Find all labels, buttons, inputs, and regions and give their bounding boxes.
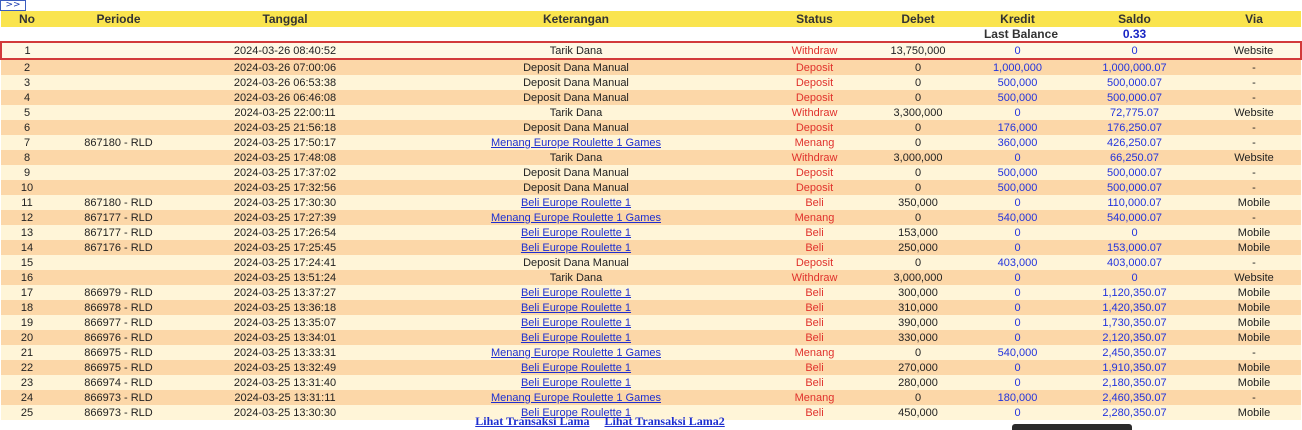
cell-tanggal: 2024-03-26 08:40:52 [184,42,386,59]
cell-via: Mobile [1207,360,1301,375]
table-row [1,165,1301,180]
cell-saldo: 0 [1062,42,1207,59]
cell-status: Withdraw [766,270,863,285]
cell-status: Deposit [766,75,863,90]
cell-tanggal: 2024-03-26 06:53:38 [184,75,386,90]
table-row [1,135,1301,150]
cell-via: - [1207,120,1301,135]
cell-keterangan [386,345,766,360]
cell-tanggal: 2024-03-25 13:30:30 [184,405,386,420]
cell-kredit: 403,000 [973,255,1062,270]
cell-saldo: 500,000.07 [1062,90,1207,105]
cell-saldo: 1,000,000.07 [1062,59,1207,75]
table-row [1,59,1301,75]
cell-keterangan: Deposit Dana Manual [386,120,766,135]
description-link[interactable]: Menang Europe Roulette 1 Games [491,346,661,359]
cell-no: 22 [1,360,53,375]
cell-debet: 0 [863,75,973,90]
cell-status: Withdraw [766,42,863,59]
cell-debet: 300,000 [863,285,973,300]
cell-status: Withdraw [766,105,863,120]
col-via: Via [1207,11,1301,27]
cell-saldo: 0 [1062,225,1207,240]
cell-keterangan: Tarik Dana [386,150,766,165]
cell-debet: 153,000 [863,225,973,240]
col-saldo: Saldo [1062,11,1207,27]
cell-via: - [1207,390,1301,405]
cell-via: - [1207,180,1301,195]
cell-no: 18 [1,300,53,315]
cell-status: Beli [766,315,863,330]
cell-status: Deposit [766,59,863,75]
cell-debet: 0 [863,90,973,105]
cell-via: Website [1207,150,1301,165]
cell-no: 19 [1,315,53,330]
cell-periode [53,75,184,90]
cell-status: Menang [766,390,863,405]
cell-debet: 0 [863,165,973,180]
cell-periode: 867176 - RLD [53,240,184,255]
cell-via: Mobile [1207,405,1301,420]
cell-kredit: 180,000 [973,390,1062,405]
cell-keterangan [386,285,766,300]
cell-saldo: 2,280,350.07 [1062,405,1207,420]
cell-kredit: 0 [973,375,1062,390]
cell-debet: 0 [863,390,973,405]
cell-status: Beli [766,240,863,255]
cell-via: Mobile [1207,240,1301,255]
cell-tanggal: 2024-03-25 13:36:18 [184,300,386,315]
description-link[interactable]: Beli Europe Roulette 1 [520,301,632,314]
cell-tanggal: 2024-03-25 21:56:18 [184,120,386,135]
cell-periode [53,120,184,135]
table-row [1,120,1301,135]
cell-keterangan: Deposit Dana Manual [386,165,766,180]
cell-kredit: 0 [973,225,1062,240]
cell-no: 21 [1,345,53,360]
cell-status: Menang [766,210,863,225]
cell-via: - [1207,75,1301,90]
cell-kredit: 0 [973,240,1062,255]
description-link[interactable]: Beli Europe Roulette 1 [520,376,632,389]
cell-tanggal: 2024-03-25 13:33:31 [184,345,386,360]
cell-saldo: 110,000.07 [1062,195,1207,210]
cell-keterangan: Deposit Dana Manual [386,180,766,195]
last-balance-label: Last Balance [983,27,1058,41]
cell-via: - [1207,59,1301,75]
cell-tanggal: 2024-03-25 13:51:24 [184,270,386,285]
cell-via: Website [1207,270,1301,285]
cell-keterangan [386,360,766,375]
description-link[interactable]: Beli Europe Roulette 1 [520,226,632,239]
cell-no: 10 [1,180,53,195]
description-link[interactable]: Beli Europe Roulette 1 [520,361,632,374]
cell-debet: 450,000 [863,405,973,420]
cell-periode: 867177 - RLD [53,225,184,240]
cell-no: 13 [1,225,53,240]
table-row [1,42,1301,59]
cell-tanggal: 2024-03-25 13:34:01 [184,330,386,345]
cell-kredit: 500,000 [973,90,1062,105]
cell-kredit: 0 [973,150,1062,165]
cell-kredit: 500,000 [973,165,1062,180]
table-row [1,105,1301,120]
cell-no: 17 [1,285,53,300]
cell-via: Mobile [1207,300,1301,315]
table-row [1,270,1301,285]
cell-status: Beli [766,405,863,420]
cell-no: 20 [1,330,53,345]
cell-kredit: 0 [973,195,1062,210]
cell-saldo: 403,000.07 [1062,255,1207,270]
cell-via: Mobile [1207,225,1301,240]
cell-periode: 867177 - RLD [53,210,184,225]
cell-tanggal: 2024-03-25 13:32:49 [184,360,386,375]
cell-no: 12 [1,210,53,225]
cell-via: Mobile [1207,285,1301,300]
cell-debet: 0 [863,59,973,75]
cell-keterangan: Tarik Dana [386,105,766,120]
cell-periode: 866973 - RLD [53,405,184,420]
cell-saldo: 153,000.07 [1062,240,1207,255]
description-link[interactable]: Beli Europe Roulette 1 [520,331,632,344]
cell-debet: 0 [863,345,973,360]
description-link[interactable]: Menang Europe Roulette 1 Games [491,211,661,224]
cell-kredit: 500,000 [973,180,1062,195]
cell-no: 15 [1,255,53,270]
cell-status: Deposit [766,180,863,195]
table-row [1,210,1301,225]
description-link[interactable]: Beli Europe Roulette 1 [520,286,632,299]
cell-no: 9 [1,165,53,180]
cell-tanggal: 2024-03-25 17:48:08 [184,150,386,165]
cell-debet: 3,300,000 [863,105,973,120]
description-link[interactable]: Menang Europe Roulette 1 Games [491,391,661,404]
cell-saldo: 72,775.07 [1062,105,1207,120]
col-periode: Periode [53,11,184,27]
table-row [1,360,1301,375]
cell-periode [53,42,184,59]
cell-via: Mobile [1207,195,1301,210]
cell-periode: 866975 - RLD [53,360,184,375]
last-balance-value: 0.33 [1122,27,1147,41]
cell-saldo: 2,450,350.07 [1062,345,1207,360]
cell-no: 1 [1,42,53,59]
col-status: Status [766,11,863,27]
cell-saldo: 500,000.07 [1062,75,1207,90]
cell-saldo: 2,120,350.07 [1062,330,1207,345]
cell-status: Beli [766,330,863,345]
cell-saldo: 1,120,350.07 [1062,285,1207,300]
cell-keterangan [386,330,766,345]
cell-kredit: 0 [973,405,1062,420]
cell-status: Beli [766,195,863,210]
cell-keterangan [386,195,766,210]
cell-saldo: 540,000.07 [1062,210,1207,225]
description-link[interactable]: Beli Europe Roulette 1 [520,316,632,329]
cell-keterangan [386,135,766,150]
table-row [1,90,1301,105]
cell-periode: 867180 - RLD [53,195,184,210]
old-transactions-2-link[interactable]: Lihat Transaksi Lama2 [604,414,725,428]
cell-no: 7 [1,135,53,150]
cell-kredit: 540,000 [973,210,1062,225]
transaction-table [0,11,1302,420]
cell-status: Beli [766,285,863,300]
next-page-button[interactable]: >> [0,0,26,11]
cell-debet: 3,000,000 [863,150,973,165]
cell-kredit: 0 [973,270,1062,285]
table-row [1,255,1301,270]
cell-saldo: 2,460,350.07 [1062,390,1207,405]
cell-no: 2 [1,59,53,75]
cell-status: Beli [766,360,863,375]
cell-keterangan [386,390,766,405]
cell-keterangan [386,300,766,315]
cell-periode [53,255,184,270]
cell-no: 23 [1,375,53,390]
table-row [1,375,1301,390]
table-row [1,195,1301,210]
cell-kredit: 0 [973,300,1062,315]
table-row [1,330,1301,345]
cell-status: Deposit [766,255,863,270]
cell-saldo: 1,420,350.07 [1062,300,1207,315]
cell-keterangan: Deposit Dana Manual [386,59,766,75]
cell-debet: 350,000 [863,195,973,210]
cell-tanggal: 2024-03-25 17:50:17 [184,135,386,150]
cell-saldo: 2,180,350.07 [1062,375,1207,390]
cell-via: - [1207,210,1301,225]
cell-status: Deposit [766,120,863,135]
cell-status: Withdraw [766,150,863,165]
cell-keterangan: Tarik Dana [386,42,766,59]
cell-kredit: 0 [973,360,1062,375]
cell-no: 16 [1,270,53,285]
cell-periode: 866979 - RLD [53,285,184,300]
cell-no: 3 [1,75,53,90]
cell-debet: 270,000 [863,360,973,375]
old-transactions-link[interactable]: Lihat Transaksi Lama [475,414,590,428]
cell-periode [53,270,184,285]
cell-debet: 3,000,000 [863,270,973,285]
cell-no: 4 [1,90,53,105]
cell-via: Mobile [1207,330,1301,345]
cell-keterangan [386,375,766,390]
cell-saldo: 0 [1062,270,1207,285]
table-row [1,150,1301,165]
cell-status: Beli [766,300,863,315]
cell-periode [53,59,184,75]
cell-saldo: 426,250.07 [1062,135,1207,150]
cell-status: Deposit [766,90,863,105]
table-row [1,180,1301,195]
cell-periode: 866975 - RLD [53,345,184,360]
cell-debet: 13,750,000 [863,42,973,59]
cell-via: - [1207,165,1301,180]
cell-periode: 866978 - RLD [53,300,184,315]
cell-periode [53,150,184,165]
cell-via: Website [1207,105,1301,120]
cell-keterangan [386,210,766,225]
cell-tanggal: 2024-03-25 17:30:30 [184,195,386,210]
table-row [1,300,1301,315]
col-keterangan: Keterangan [386,11,766,27]
cell-keterangan: Tarik Dana [386,270,766,285]
cell-tanggal: 2024-03-25 17:27:39 [184,210,386,225]
col-no: No [1,11,53,27]
table-row [1,240,1301,255]
table-row [1,345,1301,360]
cell-debet: 0 [863,210,973,225]
cell-via: - [1207,345,1301,360]
table-row [1,75,1301,90]
cell-tanggal: 2024-03-25 13:37:27 [184,285,386,300]
cell-no: 5 [1,105,53,120]
col-debet: Debet [863,11,973,27]
cell-tanggal: 2024-03-25 13:35:07 [184,315,386,330]
cell-periode [53,180,184,195]
cell-tanggal: 2024-03-25 17:26:54 [184,225,386,240]
cell-kredit: 500,000 [973,75,1062,90]
cell-keterangan [386,240,766,255]
cell-periode [53,105,184,120]
cell-status: Menang [766,135,863,150]
cell-kredit: 1,000,000 [973,59,1062,75]
table-row [1,315,1301,330]
cell-tanggal: 2024-03-25 22:00:11 [184,105,386,120]
cell-via: - [1207,135,1301,150]
cell-debet: 0 [863,180,973,195]
cell-status: Deposit [766,165,863,180]
cell-keterangan: Deposit Dana Manual [386,255,766,270]
cell-saldo: 66,250.07 [1062,150,1207,165]
description-link[interactable]: Beli Europe Roulette 1 [520,196,632,209]
cell-kredit: 176,000 [973,120,1062,135]
cell-via: - [1207,255,1301,270]
cell-kredit: 0 [973,42,1062,59]
cell-periode [53,90,184,105]
table-row [1,225,1301,240]
cell-tanggal: 2024-03-25 13:31:40 [184,375,386,390]
cell-periode: 866974 - RLD [53,375,184,390]
cell-debet: 330,000 [863,330,973,345]
cell-periode: 866973 - RLD [53,390,184,405]
description-link[interactable]: Beli Europe Roulette 1 [520,406,632,419]
cell-debet: 0 [863,255,973,270]
description-link[interactable]: Beli Europe Roulette 1 [520,241,632,254]
table-header [1,11,1301,27]
description-link[interactable]: Menang Europe Roulette 1 Games [491,136,661,149]
table-row [1,390,1301,405]
cell-saldo: 1,910,350.07 [1062,360,1207,375]
cell-kredit: 540,000 [973,345,1062,360]
cell-via: - [1207,90,1301,105]
cell-no: 24 [1,390,53,405]
cell-tanggal: 2024-03-25 17:32:56 [184,180,386,195]
table-row [1,285,1301,300]
cell-keterangan: Deposit Dana Manual [386,75,766,90]
cell-tanggal: 2024-03-26 06:46:08 [184,90,386,105]
cell-kredit: 0 [973,285,1062,300]
cell-no: 11 [1,195,53,210]
cell-keterangan [386,225,766,240]
cell-debet: 280,000 [863,375,973,390]
cell-periode: 866976 - RLD [53,330,184,345]
cell-kredit: 0 [973,315,1062,330]
cell-via: Website [1207,42,1301,59]
cell-tanggal: 2024-03-25 13:31:11 [184,390,386,405]
cell-debet: 250,000 [863,240,973,255]
cell-status: Beli [766,375,863,390]
cell-keterangan [386,315,766,330]
cell-tanggal: 2024-03-25 17:37:02 [184,165,386,180]
cell-status: Beli [766,225,863,240]
cell-tanggal: 2024-03-26 07:00:06 [184,59,386,75]
cell-saldo: 1,730,350.07 [1062,315,1207,330]
cell-no: 14 [1,240,53,255]
cell-via: Mobile [1207,315,1301,330]
col-tanggal: Tanggal [184,11,386,27]
cell-tanggal: 2024-03-25 17:24:41 [184,255,386,270]
cell-kredit: 0 [973,105,1062,120]
cell-no: 25 [1,405,53,420]
cell-periode: 866977 - RLD [53,315,184,330]
cell-no: 6 [1,120,53,135]
cell-debet: 390,000 [863,315,973,330]
cell-keterangan: Deposit Dana Manual [386,90,766,105]
cell-saldo: 500,000.07 [1062,165,1207,180]
last-balance-row [1,27,1301,42]
cell-kredit: 0 [973,330,1062,345]
cell-periode [53,165,184,180]
col-kredit: Kredit [973,11,1062,27]
overlay-bar [1012,424,1132,430]
cell-status: Menang [766,345,863,360]
cell-debet: 310,000 [863,300,973,315]
cell-debet: 0 [863,120,973,135]
cell-via: Mobile [1207,375,1301,390]
cell-saldo: 500,000.07 [1062,180,1207,195]
cell-no: 8 [1,150,53,165]
cell-periode: 867180 - RLD [53,135,184,150]
cell-kredit: 360,000 [973,135,1062,150]
cell-debet: 0 [863,135,973,150]
cell-saldo: 176,250.07 [1062,120,1207,135]
cell-tanggal: 2024-03-25 17:25:45 [184,240,386,255]
